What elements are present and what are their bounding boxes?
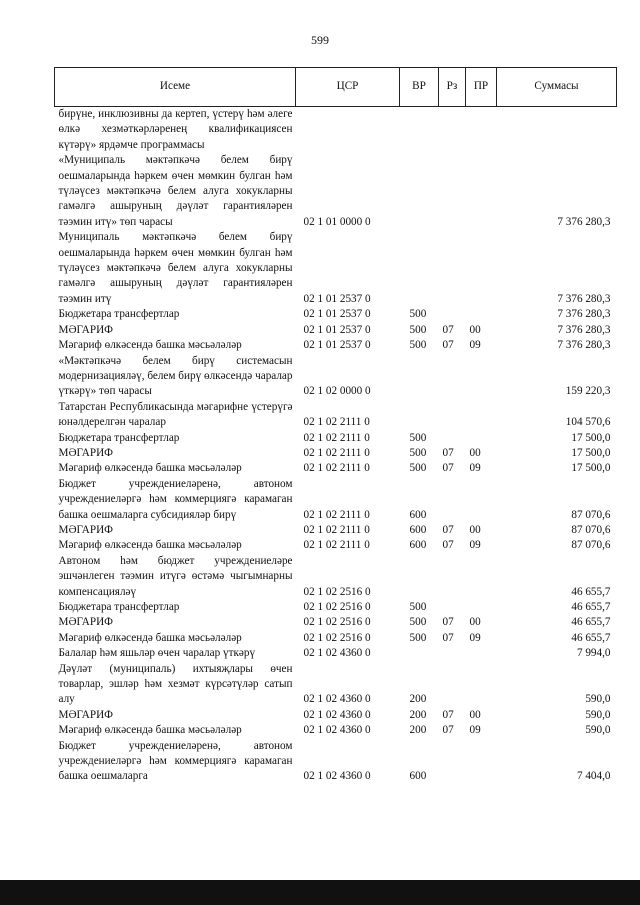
cell-rz	[439, 646, 466, 661]
cell-csr: 02 1 02 2516 0	[303, 631, 371, 644]
cell-csr: 02 1 02 2516 0	[303, 585, 371, 598]
cell-csr: 02 1 02 2516 0	[303, 601, 371, 613]
cell-csr: 02 1 02 4360 0	[303, 647, 371, 660]
cell-sum: 7 994,0	[576, 647, 611, 660]
cell-name: «Мәктәпкәчә белем бирү системасын модернизацияләү, белем бирү өлкәсендә чаралар үткәрү» төп чарасы	[58, 354, 293, 398]
cell-vr	[400, 354, 439, 400]
cell-rz: 07	[442, 462, 454, 475]
cell-csr: 02 1 01 2537 0	[303, 339, 371, 352]
cell-pr: 09	[469, 631, 481, 644]
column-header-vr: ВР	[400, 68, 439, 107]
cell-vr	[400, 107, 439, 154]
table-row	[55, 431, 617, 446]
cell-vr: 600	[409, 539, 427, 552]
cell-csr: 02 1 02 0000 0	[303, 385, 371, 398]
cell-csr: 02 1 02 2516 0	[303, 616, 371, 629]
cell-rz	[439, 307, 466, 322]
cell-rz: 07	[442, 523, 454, 536]
table-row	[55, 554, 617, 600]
cell-vr: 500	[409, 323, 427, 336]
cell-pr	[466, 739, 497, 785]
table-row	[55, 230, 617, 307]
table-header-row	[55, 68, 617, 107]
cell-name: Мәгариф өлкәсендә башка мәсьәләләр	[58, 539, 242, 552]
cell-csr: 02 1 01 2537 0	[303, 308, 371, 321]
cell-csr: 02 1 01 0000 0	[303, 215, 371, 228]
table-row	[55, 723, 617, 738]
cell-pr	[466, 554, 497, 600]
cell-sum: 7 404,0	[576, 770, 611, 783]
cell-vr	[400, 646, 439, 661]
cell-rz: 07	[442, 616, 454, 629]
cell-pr	[466, 230, 497, 307]
cell-sum: 46 655,7	[571, 616, 611, 629]
cell-vr	[400, 400, 439, 431]
table-row	[55, 708, 617, 723]
cell-vr: 500	[409, 462, 427, 475]
cell-rz	[439, 153, 466, 230]
table-row	[55, 615, 617, 630]
table-row	[55, 461, 617, 476]
cell-vr: 600	[409, 770, 427, 783]
cell-name: Автоном һәм бюджет учреждениеләре эшчәнлеген тәэмин итүгә өстәмә чыгымнарны компенсацияләү	[58, 554, 293, 598]
cell-csr: 02 1 02 2111 0	[303, 539, 370, 552]
cell-pr: 09	[469, 539, 481, 552]
cell-vr: 500	[409, 339, 427, 352]
cell-rz	[439, 354, 466, 400]
cell-name: Бюджет учреждениеләренә, автоном учреждениеләргә һәм коммерциягә карамаган башка оешмаларга	[58, 739, 293, 783]
cell-csr: 02 1 01 2537 0	[303, 323, 371, 336]
table-row	[55, 538, 617, 553]
cell-sum: 590,0	[585, 693, 611, 706]
cell-name: Бюджетара трансфертлар	[58, 431, 180, 444]
cell-pr	[466, 107, 497, 154]
table-row	[55, 600, 617, 615]
cell-name: бирүне, инклюзивны да кертеп, үстерү һәм әлеге өлкә хезмәткәрләренең квалификациясен күтәрү» ярдәмче программасы	[58, 108, 293, 151]
cell-csr: 02 1 02 2111 0	[303, 462, 370, 475]
cell-sum: 46 655,7	[571, 601, 611, 613]
cell-rz: 07	[442, 446, 454, 459]
cell-csr: 02 1 02 2111 0	[303, 446, 370, 459]
page-number: 599	[311, 33, 329, 47]
cell-sum: 17 500,0	[571, 462, 611, 475]
cell-sum: 17 500,0	[571, 446, 611, 459]
cell-sum: 7 376 280,3	[557, 323, 611, 336]
table-row	[55, 307, 617, 322]
cell-rz	[439, 431, 466, 446]
table-row	[55, 631, 617, 646]
cell-rz	[439, 107, 466, 154]
cell-sum: 46 655,7	[571, 585, 611, 598]
cell-sum: 7 376 280,3	[557, 308, 611, 321]
column-header-rz: Рз	[439, 68, 466, 107]
cell-name: МӘГАРИФ	[58, 323, 113, 336]
table-row	[55, 338, 617, 353]
cell-csr: 02 1 02 4360 0	[303, 693, 371, 706]
cell-vr: 600	[409, 523, 427, 536]
table-row	[55, 354, 617, 400]
cell-pr	[466, 153, 497, 230]
column-header-sum: Суммасы	[497, 68, 617, 107]
cell-rz	[439, 477, 466, 523]
table-row	[55, 446, 617, 461]
table-row	[55, 153, 617, 230]
cell-pr	[466, 662, 497, 708]
cell-sum: 17 500,0	[571, 431, 611, 444]
cell-pr	[466, 600, 497, 615]
cell-vr: 500	[409, 601, 427, 613]
column-header-pr: ПР	[466, 68, 497, 107]
scan-bottom-edge	[0, 880, 640, 905]
cell-pr	[466, 477, 497, 523]
cell-rz: 07	[442, 724, 454, 737]
cell-sum: 46 655,7	[571, 631, 611, 644]
cell-sum: 7 376 280,3	[557, 339, 611, 352]
cell-pr: 00	[469, 616, 481, 629]
cell-pr: 09	[469, 339, 481, 352]
cell-rz: 07	[442, 631, 454, 644]
cell-name: Балалар һәм яшьләр өчен чаралар үткәрү	[58, 647, 256, 660]
cell-csr	[296, 107, 400, 154]
cell-pr: 00	[469, 446, 481, 459]
cell-csr: 02 1 02 2111 0	[303, 508, 370, 521]
cell-rz: 07	[442, 339, 454, 352]
cell-sum: 87 070,6	[571, 539, 611, 552]
cell-vr	[400, 230, 439, 307]
cell-csr: 02 1 02 2111 0	[303, 416, 370, 429]
cell-rz	[439, 554, 466, 600]
cell-name: Татарстан Республикасында мәгарифне үстерүгә юнәлдерелгән чаралар	[58, 400, 293, 429]
cell-pr	[466, 354, 497, 400]
cell-vr: 500	[409, 631, 427, 644]
cell-csr: 02 1 01 2537 0	[303, 292, 371, 305]
cell-rz: 07	[442, 539, 454, 552]
cell-csr: 02 1 02 4360 0	[303, 724, 371, 737]
table-body	[55, 107, 617, 785]
cell-name: МӘГАРИФ	[58, 523, 113, 536]
cell-vr: 500	[409, 616, 427, 629]
cell-pr: 09	[469, 462, 481, 475]
cell-sum: 87 070,6	[571, 508, 611, 521]
cell-name: «Муниципаль мәктәпкәчә белем бирү оешмаларында һәркем өчен мөмкин булган һәм түләүсез мәктәпкәчә белем алуга хокукларны гамәлгә ашыруның дәүләт гарантияләрен тәэмин итү» төп чарасы	[58, 154, 293, 228]
cell-pr	[466, 646, 497, 661]
cell-rz	[439, 400, 466, 431]
cell-vr: 200	[409, 724, 427, 737]
cell-vr: 200	[409, 693, 427, 706]
table-row	[55, 523, 617, 538]
cell-pr	[466, 400, 497, 431]
cell-rz	[439, 600, 466, 615]
cell-sum: 590,0	[585, 724, 611, 737]
cell-pr: 00	[469, 708, 481, 721]
cell-name: Мәгариф өлкәсендә башка мәсьәләләр	[58, 631, 242, 644]
cell-name: Бюджетара трансфертлар	[58, 308, 180, 321]
cell-pr: 09	[469, 724, 481, 737]
cell-vr: 500	[409, 446, 427, 459]
cell-sum: 87 070,6	[571, 523, 611, 536]
cell-name: Муниципаль мәктәпкәчә белем бирү оешмаларында һәркем өчен мөмкин булган һәм түләүсез мәктәпкәчә белем алуга хокукларны гамәлгә ашыруның дәүләт гарантияләрен тәэмин итү	[58, 231, 293, 305]
cell-rz	[439, 662, 466, 708]
cell-sum: 7 376 280,3	[557, 215, 611, 228]
cell-vr: 200	[409, 708, 427, 721]
cell-pr: 00	[469, 323, 481, 336]
table-row	[55, 107, 617, 154]
table-row	[55, 323, 617, 338]
cell-name: МӘГАРИФ	[58, 708, 113, 721]
cell-name: МӘГАРИФ	[58, 446, 113, 459]
cell-rz: 07	[442, 708, 454, 721]
cell-sum: 7 376 280,3	[557, 292, 611, 305]
column-header-csr: ЦСР	[296, 68, 400, 107]
cell-name: МӘГАРИФ	[58, 616, 113, 629]
cell-vr: 500	[409, 431, 427, 444]
cell-vr: 600	[409, 508, 427, 521]
table-row	[55, 739, 617, 785]
cell-rz	[439, 739, 466, 785]
cell-csr: 02 1 02 2111 0	[303, 523, 370, 536]
cell-vr	[400, 153, 439, 230]
cell-rz: 07	[442, 323, 454, 336]
cell-name: Мәгариф өлкәсендә башка мәсьәләләр	[58, 339, 242, 352]
cell-rz	[439, 230, 466, 307]
table-row	[55, 662, 617, 708]
cell-sum	[497, 107, 617, 154]
budget-table	[54, 67, 617, 785]
cell-name: Бюджетара трансфертлар	[58, 601, 180, 613]
cell-sum: 590,0	[585, 708, 611, 721]
table-row	[55, 477, 617, 523]
cell-name: Мәгариф өлкәсендә башка мәсьәләләр	[58, 462, 242, 475]
cell-csr: 02 1 02 4360 0	[303, 770, 371, 783]
cell-vr	[400, 554, 439, 600]
cell-pr	[466, 307, 497, 322]
cell-sum: 159 220,3	[565, 385, 611, 398]
column-header-name: Исеме	[55, 68, 296, 107]
cell-name: Дәүләт (муниципаль) ихтыяҗлары өчен товарлар, эшләр һәм хезмәт күрсәтүләр сатып алу	[58, 662, 293, 706]
cell-name: Бюджет учреждениеләренә, автоном учреждениеләргә һәм коммерциягә карамаган башка оешмаларга субсидияләр бирү	[58, 477, 293, 521]
cell-csr: 02 1 02 4360 0	[303, 708, 371, 721]
cell-pr	[466, 431, 497, 446]
cell-csr: 02 1 02 2111 0	[303, 431, 370, 444]
cell-pr: 00	[469, 523, 481, 536]
table-row	[55, 646, 617, 661]
cell-name: Мәгариф өлкәсендә башка мәсьәләләр	[58, 724, 242, 737]
table-row	[55, 400, 617, 431]
cell-sum: 104 570,6	[565, 416, 611, 429]
cell-vr: 500	[409, 308, 427, 321]
